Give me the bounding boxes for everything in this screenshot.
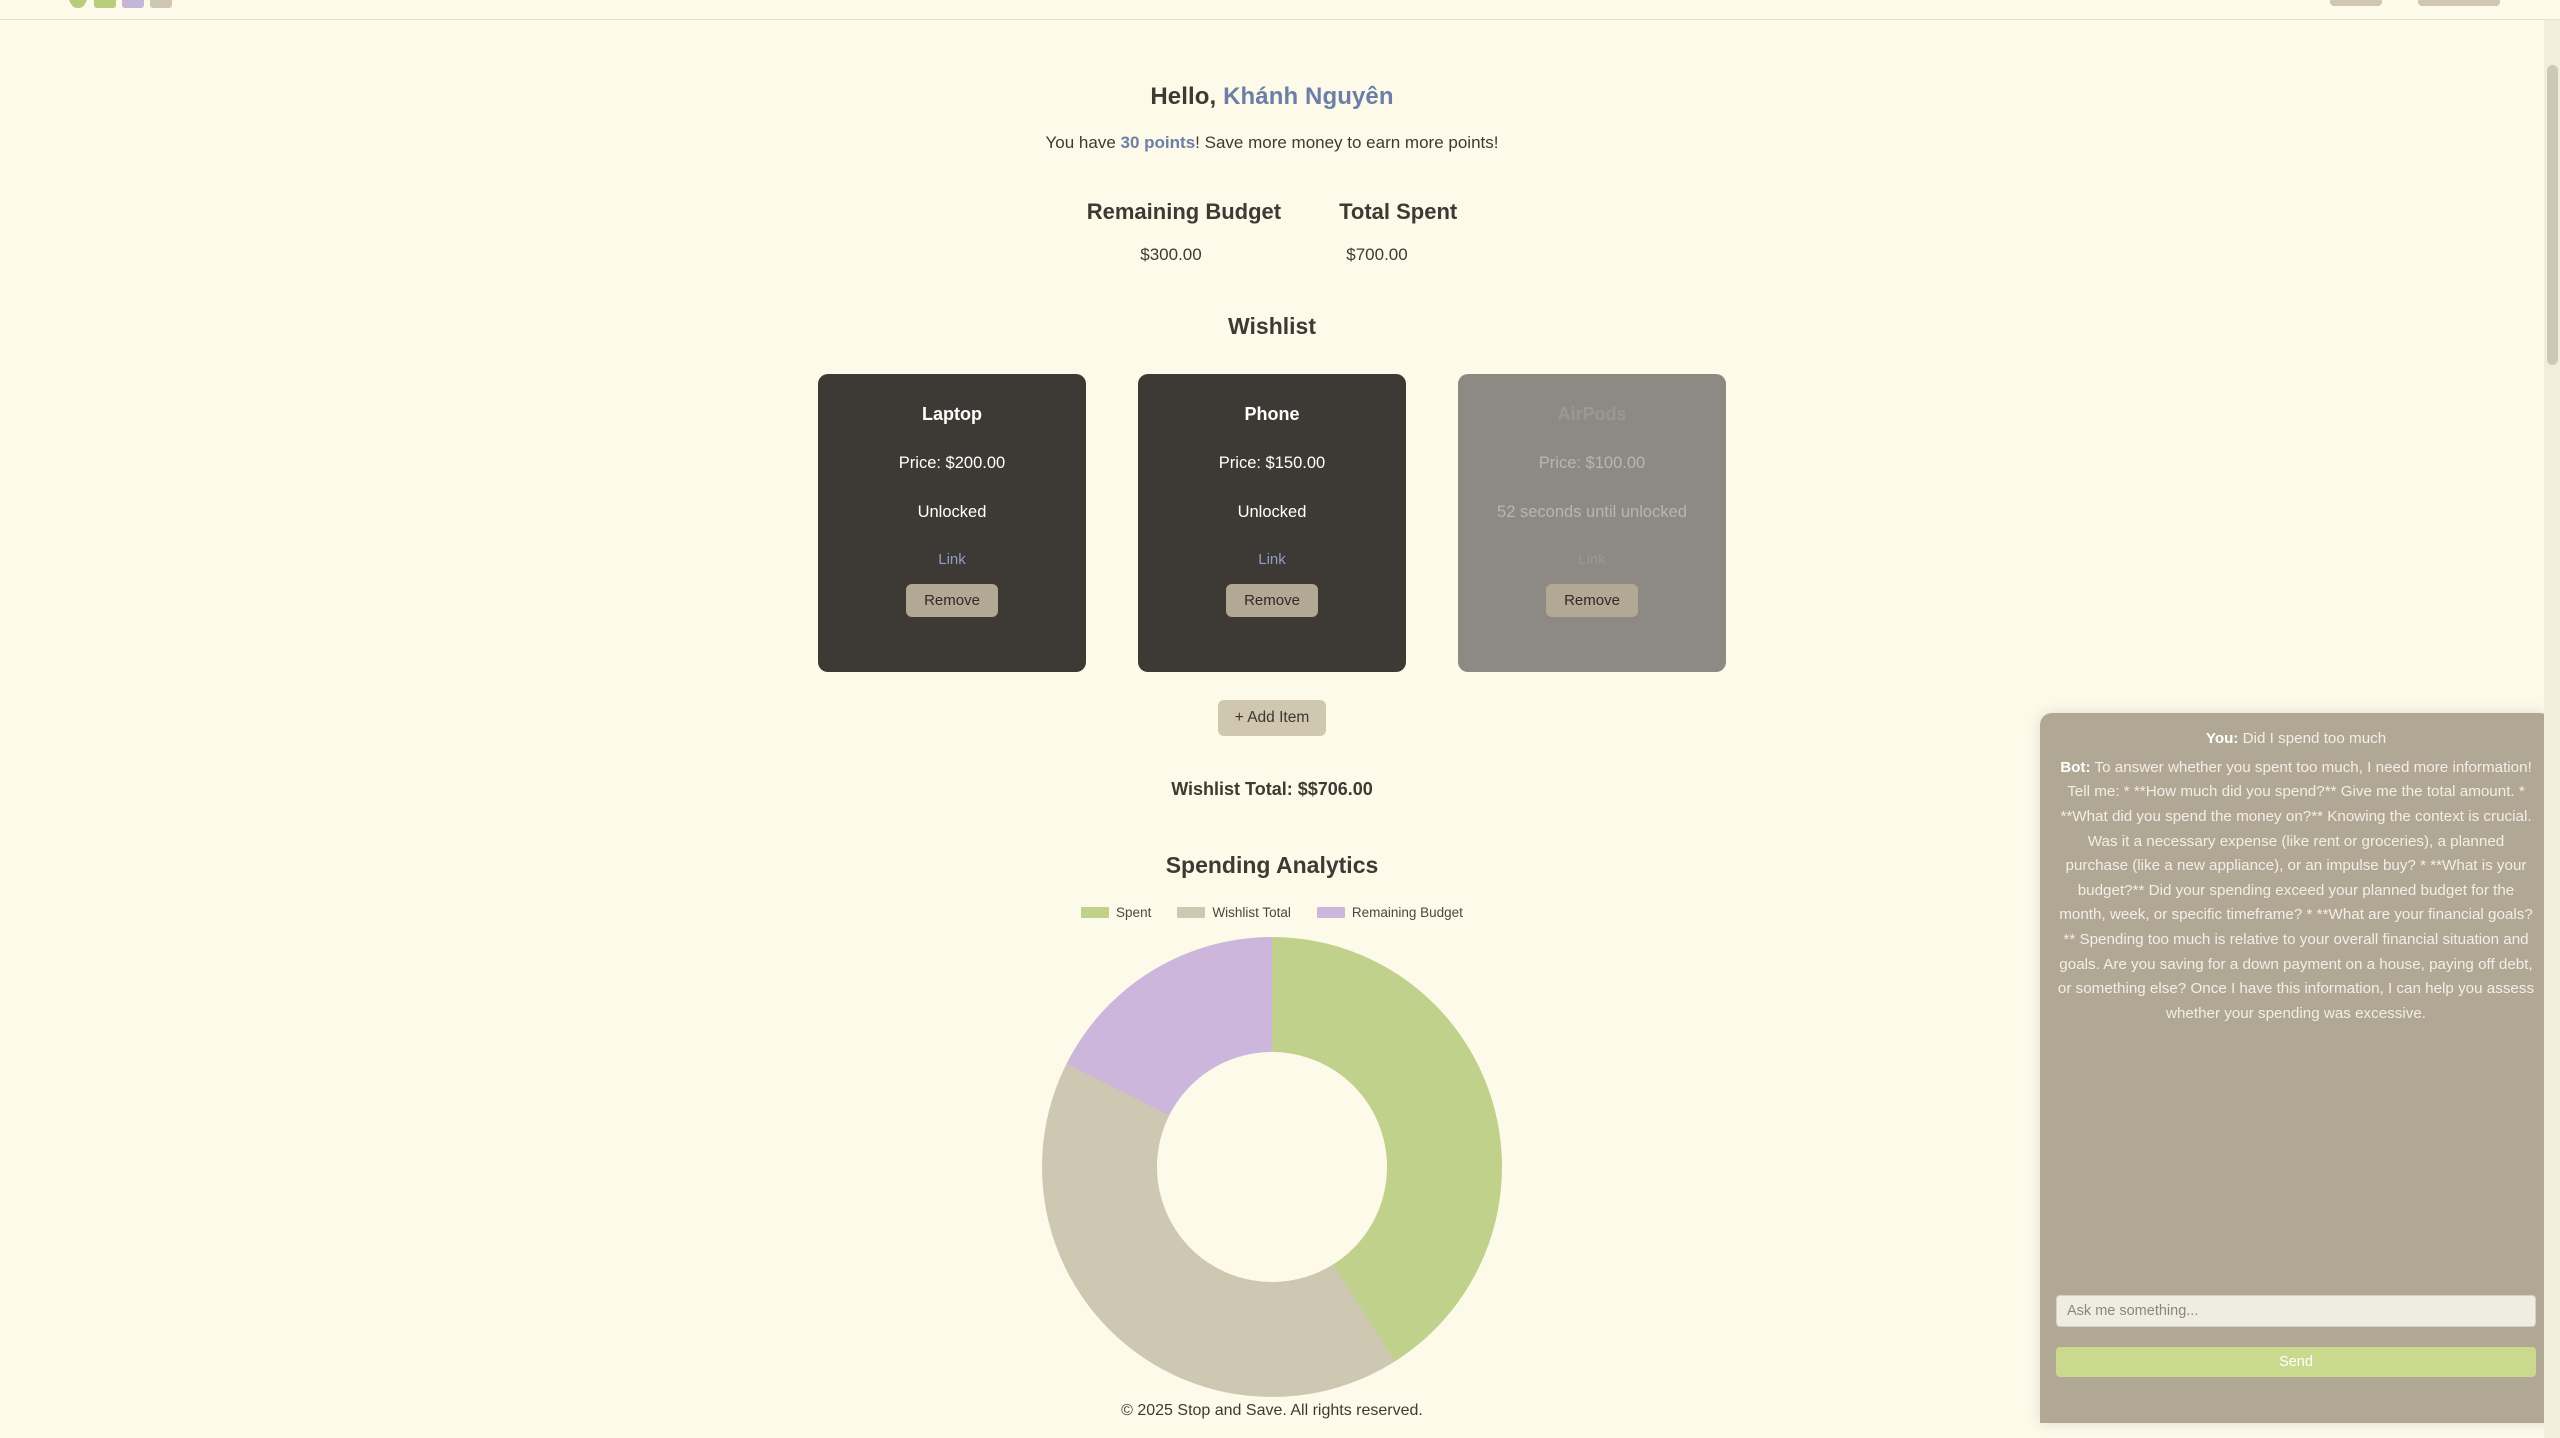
- legend-item-wishlist-total[interactable]: [1177, 905, 1291, 920]
- wishlist-item-price: Price: $200.00: [898, 454, 1006, 472]
- scrollbar-thumb[interactable]: [2547, 65, 2558, 365]
- wishlist-item-lock-timer: 52 seconds until unlocked: [1497, 503, 1687, 521]
- legend-swatch-icon: [1081, 907, 1109, 918]
- nav-button-secondary[interactable]: [2418, 0, 2500, 6]
- wishlist-item-name: Phone: [1244, 404, 1300, 424]
- chat-message-text: To answer whether you spent too much, I need more information! Tell me: * **How much did you spend?** Give me the total amount. * **What did you spend the money on?** Knowing the context is crucial. Was it a necessary expense (like rent or groceries), a planned purchase (like a new appliance), or an impulse buy? * **What is your budget?** Did your spending exceed your planned budget for the month, week, or specific timeframe? * **What are your financial goals?** Spending too much is relative to your overall financial situation and goals. Are you saving for a down payment on a house, paying off debt, or something else? Once I have this information, I can help you assess whether your spending was excessive.: [2057, 758, 2535, 1022]
- legend-swatch-icon: [1317, 907, 1345, 918]
- chat-message-log: [2056, 727, 2536, 1027]
- legend-label: Spent: [1116, 905, 1152, 920]
- kpi-values: [1112, 245, 1432, 265]
- vertical-scrollbar[interactable]: [2544, 20, 2560, 1438]
- wishlist-item-link-disabled: Link: [1578, 551, 1606, 568]
- wishlist-item-name: Laptop: [922, 404, 982, 424]
- chat-message-bot: [2056, 756, 2536, 1027]
- wishlist-item-name: AirPods: [1557, 404, 1627, 424]
- points-value: 30 points: [1120, 133, 1196, 152]
- stop-and-save-logo[interactable]: [68, 0, 172, 8]
- remaining-budget-label: Remaining Budget: [1086, 199, 1282, 224]
- wishlist-card-laptop[interactable]: [818, 374, 1086, 672]
- remove-item-button[interactable]: Remove: [1226, 584, 1318, 617]
- points-status-line: [1046, 133, 1499, 153]
- spending-donut-chart[interactable]: [1042, 937, 1502, 1397]
- chat-input[interactable]: [2056, 1295, 2536, 1327]
- wishlist-item-link[interactable]: Link: [938, 551, 966, 568]
- wishlist-card-grid: [818, 374, 1726, 672]
- legend-item-remaining-budget[interactable]: [1317, 905, 1463, 920]
- remove-item-button[interactable]: Remove: [906, 584, 998, 617]
- total-spent-label: Total Spent: [1339, 199, 1458, 224]
- chat-speaker-label: You:: [2205, 730, 2239, 747]
- points-suffix: ! Save more money to earn more points!: [1195, 133, 1499, 152]
- chat-send-button[interactable]: Send: [2056, 1347, 2536, 1377]
- spending-analytics-title: Spending Analytics: [1165, 852, 1379, 878]
- wishlist-item-price: Price: $100.00: [1538, 454, 1646, 472]
- legend-item-spent[interactable]: [1081, 905, 1151, 920]
- wishlist-item-price: Price: $150.00: [1218, 454, 1326, 472]
- logo-bar-icon-3: [150, 0, 172, 8]
- wishlist-total: Wishlist Total: $$706.00: [1171, 779, 1373, 799]
- kpi-headers: [1087, 199, 1458, 225]
- logo-bar-icon-2: [122, 0, 144, 8]
- chat-message-user: [2056, 727, 2536, 752]
- user-name: Khánh Nguyên: [1223, 83, 1394, 110]
- legend-label: Wishlist Total: [1212, 905, 1291, 920]
- legend-label: Remaining Budget: [1351, 905, 1463, 920]
- chart-legend: [1081, 905, 1463, 920]
- add-item-button[interactable]: + Add Item: [1218, 700, 1327, 736]
- donut-center-hole: [1157, 1052, 1387, 1282]
- logo-leaf-icon: [68, 0, 88, 8]
- wishlist-item-status: Unlocked: [1237, 503, 1307, 521]
- greeting-prefix: Hello,: [1150, 83, 1217, 110]
- top-navigation-bar: [0, 0, 2560, 20]
- page-title: [1150, 83, 1393, 111]
- wishlist-item-link[interactable]: Link: [1258, 551, 1286, 568]
- wishlist-section-title: Wishlist: [1228, 313, 1316, 339]
- chat-message-text: Did I spend too much: [2238, 730, 2387, 747]
- chat-speaker-label: Bot:: [2060, 758, 2091, 776]
- logo-bar-icon-1: [94, 0, 116, 8]
- remove-item-button[interactable]: Remove: [1546, 584, 1638, 617]
- wishlist-card-phone[interactable]: [1138, 374, 1406, 672]
- footer-copyright: © 2025 Stop and Save. All rights reserved.: [1121, 1402, 1423, 1419]
- points-prefix: You have: [1045, 133, 1116, 152]
- remaining-budget-value: $300.00: [1140, 245, 1202, 264]
- total-spent-value: $700.00: [1346, 245, 1408, 264]
- wishlist-card-airpods[interactable]: [1458, 374, 1726, 672]
- chatbot-panel[interactable]: [2040, 713, 2552, 1423]
- wishlist-item-status: Unlocked: [917, 503, 987, 521]
- legend-swatch-icon: [1177, 907, 1205, 918]
- nav-button-primary[interactable]: [2330, 0, 2382, 6]
